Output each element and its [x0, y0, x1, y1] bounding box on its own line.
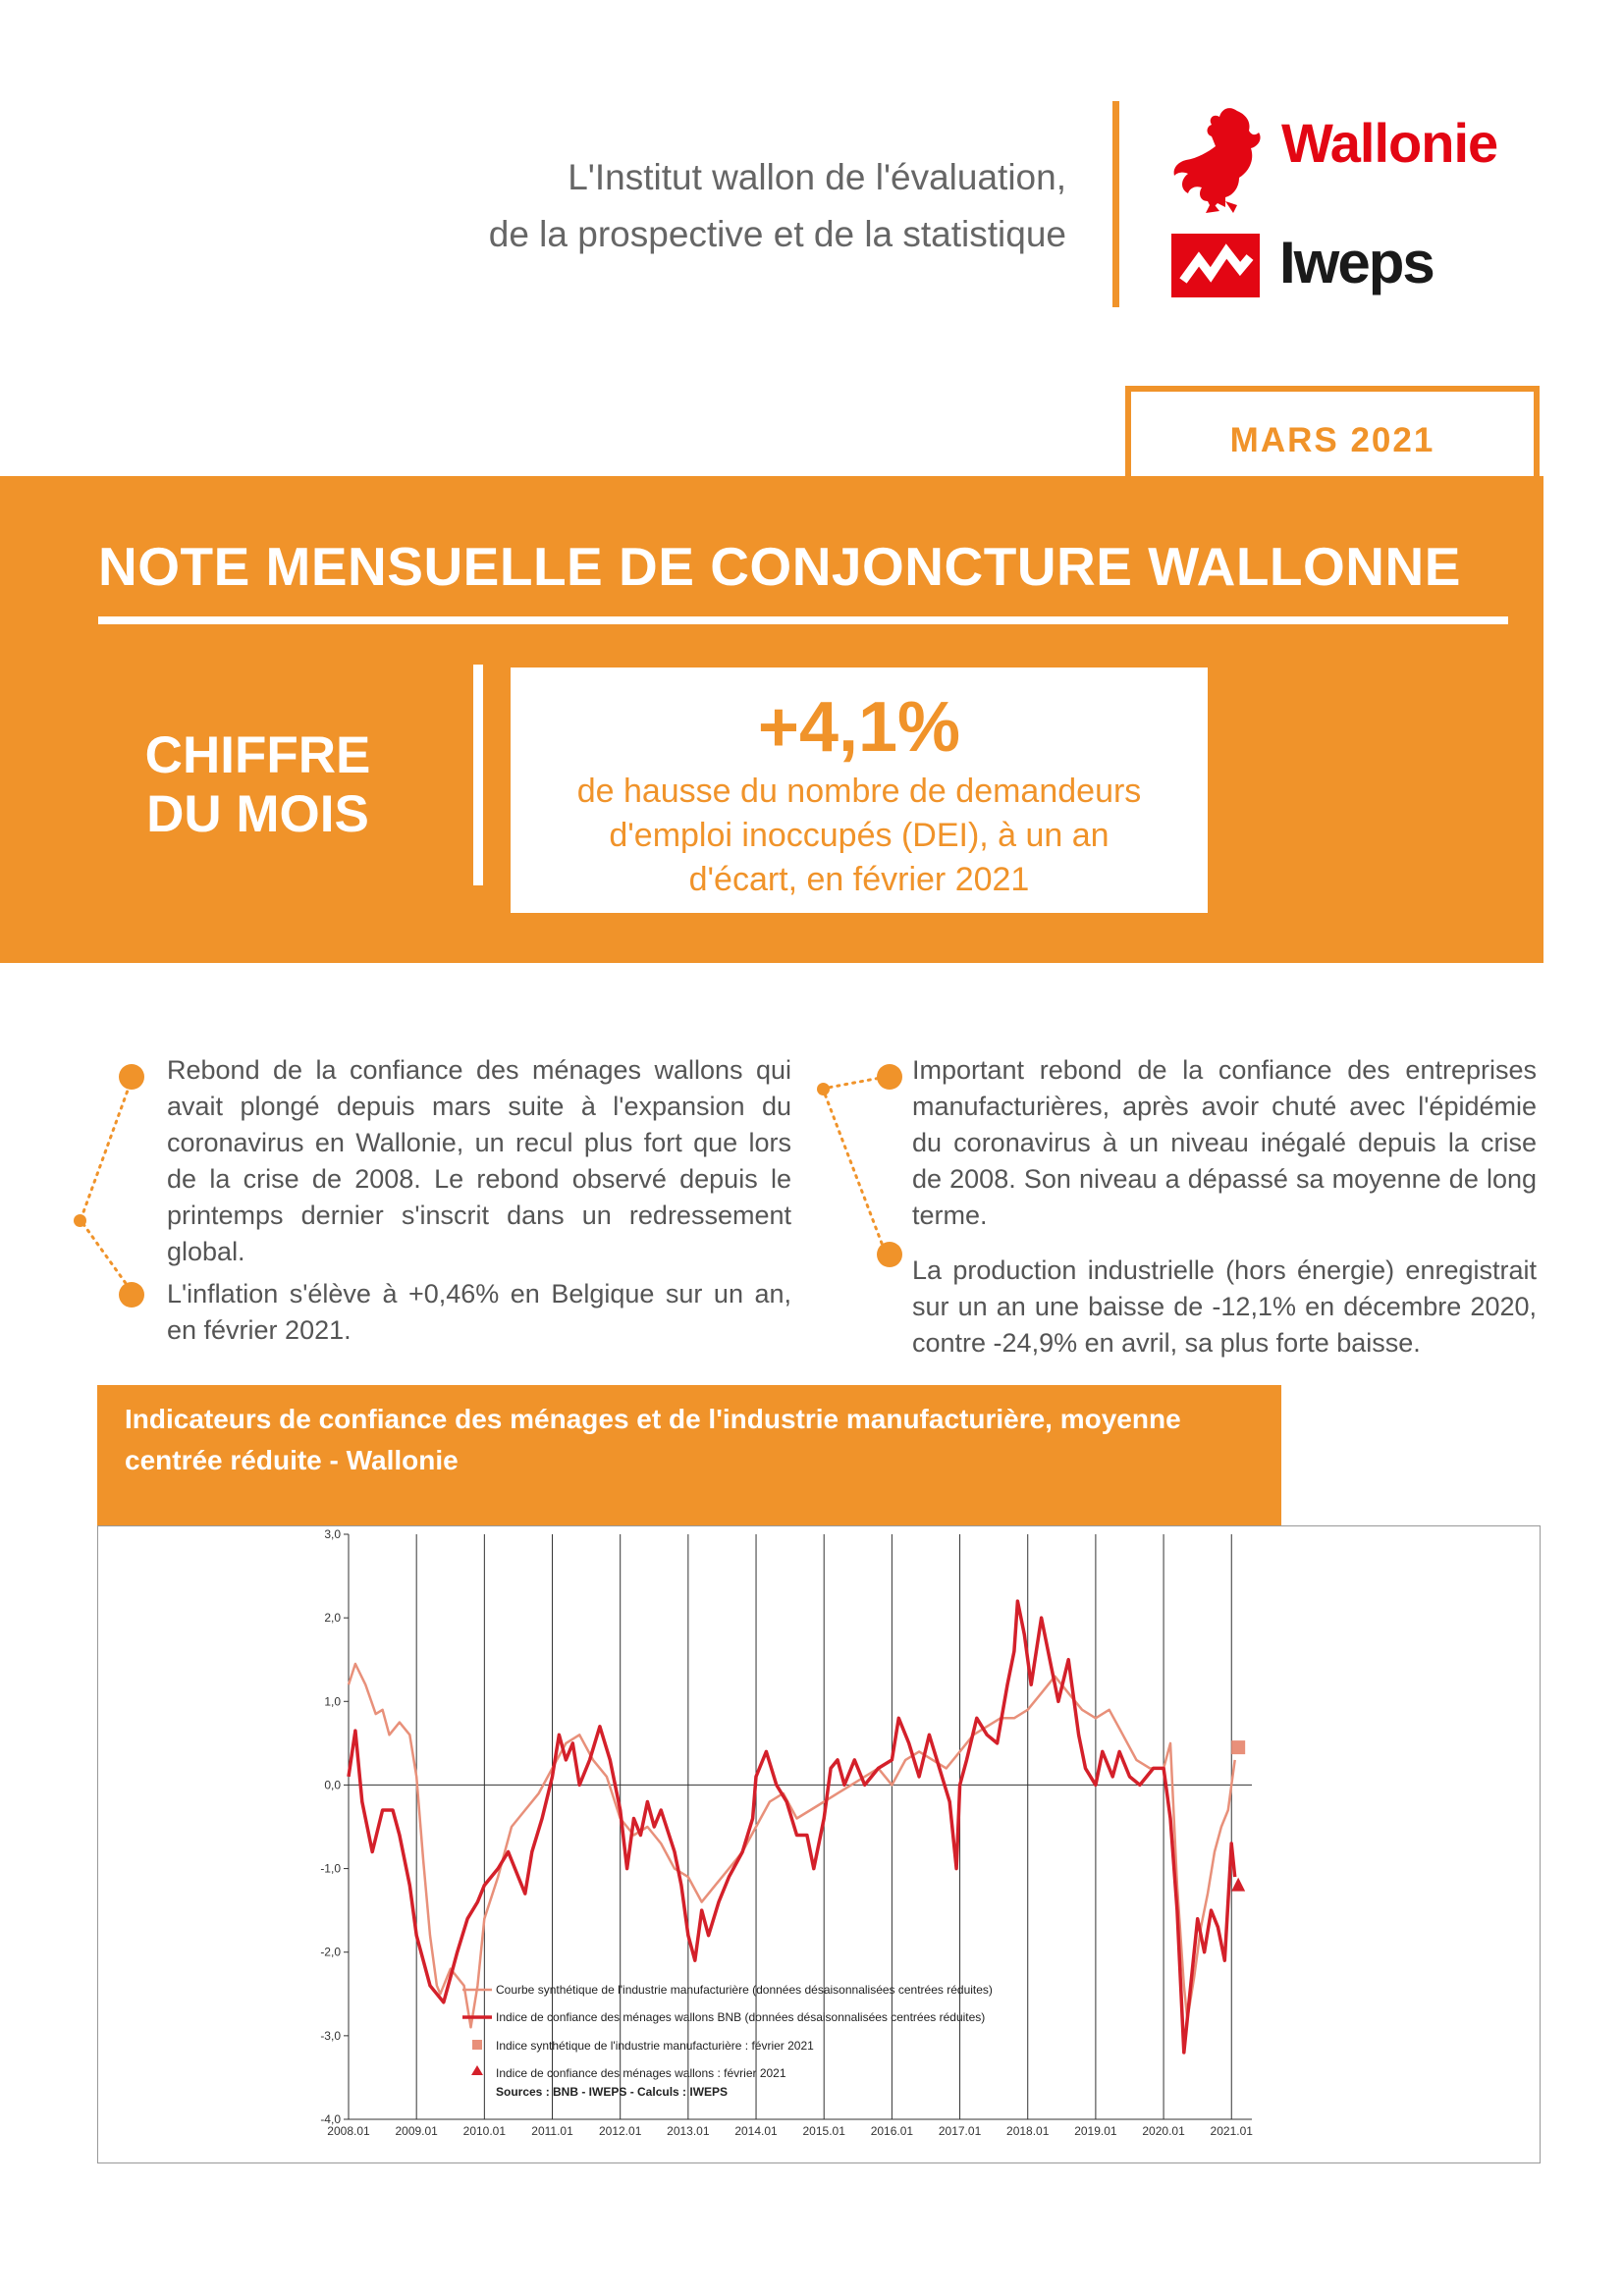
title-banner [0, 476, 1543, 963]
legend-entry: Courbe synthétique de l'industrie manufacturière (données désaisonnalisées centrées réduites) [496, 1983, 993, 1997]
x-tick-label: 2012.01 [598, 2124, 642, 2138]
legend-entry: Indice de confiance des ménages wallons : février 2021 [496, 2066, 786, 2080]
x-tick-label: 2017.01 [938, 2124, 982, 2138]
y-tick-label: 3,0 [324, 1527, 341, 1541]
chiffre-line-2: DU MOIS [146, 785, 369, 843]
x-tick-label: 2019.01 [1074, 2124, 1117, 2138]
key-figure-box [511, 667, 1208, 913]
x-tick-label: 2016.01 [870, 2124, 914, 2138]
chiffre-du-mois-label [118, 726, 398, 844]
bullet-dot-small [74, 1214, 86, 1227]
y-tick-label: -3,0 [320, 2028, 341, 2043]
x-tick-label: 2021.01 [1210, 2124, 1253, 2138]
banner-divider [473, 665, 483, 885]
institute-line-1: L'Institut wallon de l'évaluation, [568, 157, 1066, 197]
industry-series-line [349, 1664, 1235, 2027]
y-tick-label: 2,0 [324, 1611, 341, 1626]
key-figure-caption-line-3: d'écart, en février 2021 [688, 861, 1030, 898]
bullet-right-1: Important rebond de la confiance des entreprises manufacturières, après avoir chuté avec l'épidémie du coronavirus à un niveau inégalé depuis la crise de 2008. Son niveau a dépassé sa moyenne de long terme. [912, 1055, 1537, 1230]
iweps-logo-icon [1171, 234, 1260, 297]
bullet-dot [119, 1282, 144, 1308]
legend-entry: Indice de confiance des ménages wallons BNB (données désaisonnalisées centrées réduites) [496, 2010, 986, 2024]
rooster-icon [1168, 103, 1276, 216]
chiffre-line-1: CHIFFRE [144, 726, 371, 784]
bullet-right-2: La production industrielle (hors énergie) enregistrait sur un an une baisse de -12,1% en décembre 2020, contre -24,9% en avril, sa plus forte baisse. [912, 1255, 1537, 1358]
left-connector [69, 1065, 147, 1310]
bullet-dot [877, 1242, 902, 1267]
key-figure-caption-line-1: de hausse du nombre de demandeurs [576, 773, 1142, 810]
y-tick-label: 0,0 [324, 1778, 341, 1792]
industry-feb-2021-marker [1231, 1740, 1245, 1754]
legend-symbol-industry-marker [472, 2040, 482, 2050]
bullet-dot-small [817, 1083, 830, 1095]
chart-source: Sources : BNB - IWEPS - Calculs : IWEPS [496, 2085, 729, 2099]
legend-entry: Indice synthétique de l'industrie manufacturière : février 2021 [496, 2039, 814, 2053]
right-connector [815, 1065, 893, 1261]
page-title: NOTE MENSUELLE DE CONJONCTURE WALLONNE [98, 536, 1461, 597]
bullet-left-1: Rebond de la confiance des ménages wallons qui avait plongé depuis mars suite à l'expansion du coronavirus en Wallonie, un recul plus fort que lors de la crise de 2008. Le rebond observé depuis le printemps dernier s'inscrit dans un redressement global. [167, 1055, 791, 1266]
header-divider [1112, 101, 1119, 307]
x-tick-label: 2018.01 [1006, 2124, 1050, 2138]
iweps-logo-text: Iweps [1279, 230, 1434, 295]
y-tick-label: -2,0 [320, 1945, 341, 1959]
bullet-dot [119, 1064, 144, 1090]
x-tick-label: 2014.01 [734, 2124, 778, 2138]
x-tick-label: 2020.01 [1142, 2124, 1185, 2138]
y-tick-label: 1,0 [324, 1694, 341, 1709]
x-tick-label: 2010.01 [462, 2124, 507, 2138]
confidence-chart [98, 1526, 1540, 2163]
chart-header [97, 1385, 1281, 1525]
chart-frame [97, 1525, 1541, 2163]
key-figure-caption-line-2: d'emploi inoccupés (DEI), à un an [609, 817, 1110, 854]
x-tick-label: 2009.01 [395, 2124, 438, 2138]
bullet-dot [877, 1064, 902, 1090]
title-underline [98, 616, 1508, 624]
institute-line-2: de la prospective et de la statistique [488, 214, 1066, 254]
x-tick-label: 2013.01 [667, 2124, 710, 2138]
date-tab [1125, 386, 1540, 484]
y-tick-label: -4,0 [320, 2112, 341, 2126]
legend-symbol-households-marker [471, 2065, 483, 2075]
x-tick-label: 2011.01 [531, 2124, 573, 2138]
households-feb-2021-marker [1231, 1878, 1245, 1892]
wallonie-logo-text: Wallonie [1281, 112, 1498, 174]
issue-date: MARS 2021 [1229, 421, 1435, 459]
bullet-left-2: L'inflation s'élève à +0,46% en Belgique sur un an, en février 2021. [167, 1279, 791, 1345]
chart-title: Indicateurs de confiance des ménages et de l'industrie manufacturière, moyenne centrée réduite - Wallonie [125, 1404, 1181, 1475]
x-tick-label: 2015.01 [802, 2124, 845, 2138]
x-tick-label: 2008.01 [327, 2124, 370, 2138]
y-tick-label: -1,0 [320, 1861, 341, 1876]
key-figure-caption [511, 770, 1208, 902]
key-figure-value: +4,1% [757, 688, 961, 767]
